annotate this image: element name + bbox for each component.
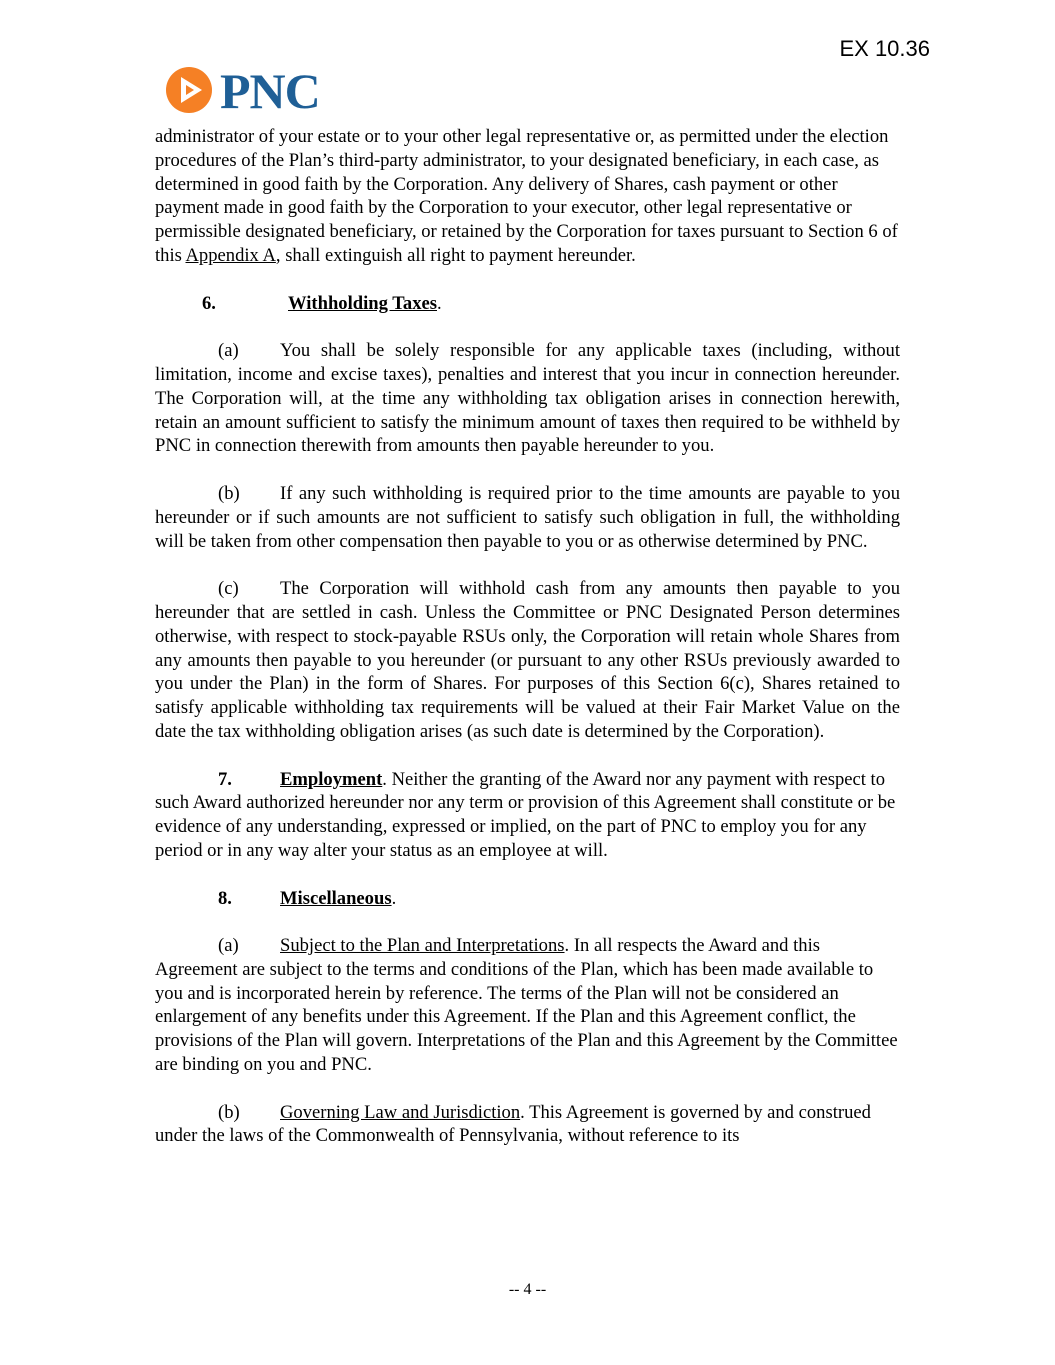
- section-8b-title: Governing Law and Jurisdiction: [280, 1101, 521, 1123]
- page-number: -- 4 --: [508, 1281, 547, 1298]
- continuation-paragraph: administrator of your estate or to your other legal representative or, as permitted under the election procedures of the Plan’s third-party administrator, to your designated beneficiary, in each case, as determined in good faith by the Corporation. Any delivery of Shares, cash payment or other payment made in good faith by the Corporation to your executor, other legal representative or permissible designated beneficiary, or retained by the Corporation for taxes pursuant to Section 6 of this Appendix A, shall extinguish all right to payment hereunder.: [155, 126, 898, 266]
- section-8a-title: Subject to the Plan and Interpretations: [280, 935, 565, 957]
- section-8a: (a) Subject to the Plan and Interpretations. In all respects the Award and this Agreement are subject to the terms and conditions of the Plan, which has been made available to you and is incorporated herein by reference. The terms of the Plan will not be considered an enlargement of any benefits under this Agreement. If the Plan and this Agreement conflict, the provisions of the Plan will govern. Interpretations of the Plan and this Agreement by the Committee are binding on you and PNC.: [155, 935, 898, 1076]
- section-8b: (b) Governing Law and Jurisdiction. This Agreement is governed by and construed under the laws of the Commonwealth of Pennsylvania, without reference to its: [155, 1101, 871, 1147]
- section-6b: (b) If any such withholding is required prior to the time amounts are payable to you hereunder or if such amounts are not sufficient to satisfy such obligation in full, the withholding will be taken from other compensation then payable to you or as otherwise determined by PNC.: [155, 482, 900, 552]
- section-8-heading: 8. Miscellaneous.: [218, 887, 397, 909]
- document-body: [155, 125, 900, 1148]
- section-7-title: Employment: [280, 768, 383, 790]
- section-6-title: Withholding Taxes: [288, 292, 437, 314]
- section-6-heading: 6. Withholding Taxes.: [202, 292, 442, 314]
- pnc-logo-text: PNC: [220, 63, 320, 119]
- pnc-logo: [164, 63, 320, 119]
- section-8-title: Miscellaneous: [280, 887, 392, 909]
- pnc-triangle-mark-icon: [164, 66, 214, 116]
- exhibit-number: EX 10.36: [839, 36, 930, 61]
- section-6c: (c) The Corporation will withhold cash from any amounts then payable to you hereunder that are settled in cash. Unless the Committee or PNC Designated Person determines otherwise, with respect to stock-payable RSUs only, the Corporation will retain whole Shares from any amounts then payable to you hereunder (or pursuant to any other RSUs previously awarded to you under the Plan) in the form of Shares. For purposes of this Section 6(c), Shares retained to satisfy applicable withholding tax requirements will be valued at their Fair Market Value on the date the tax withholding obligation arises (as such date is determined by the Corporation).: [155, 578, 900, 742]
- appendix-a-reference: Appendix A: [185, 244, 276, 266]
- section-7: 7. Employment. Neither the granting of the Award nor any payment with respect to such Award authorized hereunder nor any term or provision of this Agreement shall constitute or be evidence of any understanding, expressed or implied, on the part of PNC to employ you for any period or in any way alter your status as an employee at will.: [155, 768, 896, 861]
- section-6a: (a) You shall be solely responsible for any applicable taxes (including, without limitation, income and excise taxes), penalties and interest that you incur in connection hereunder. The Corporation will, at the time any withholding tax obligation arises in connection herewith, retain an amount sufficient to satisfy the minimum amount of taxes then required to be withheld by PNC in connection therewith from amounts then payable hereunder to you.: [155, 340, 900, 457]
